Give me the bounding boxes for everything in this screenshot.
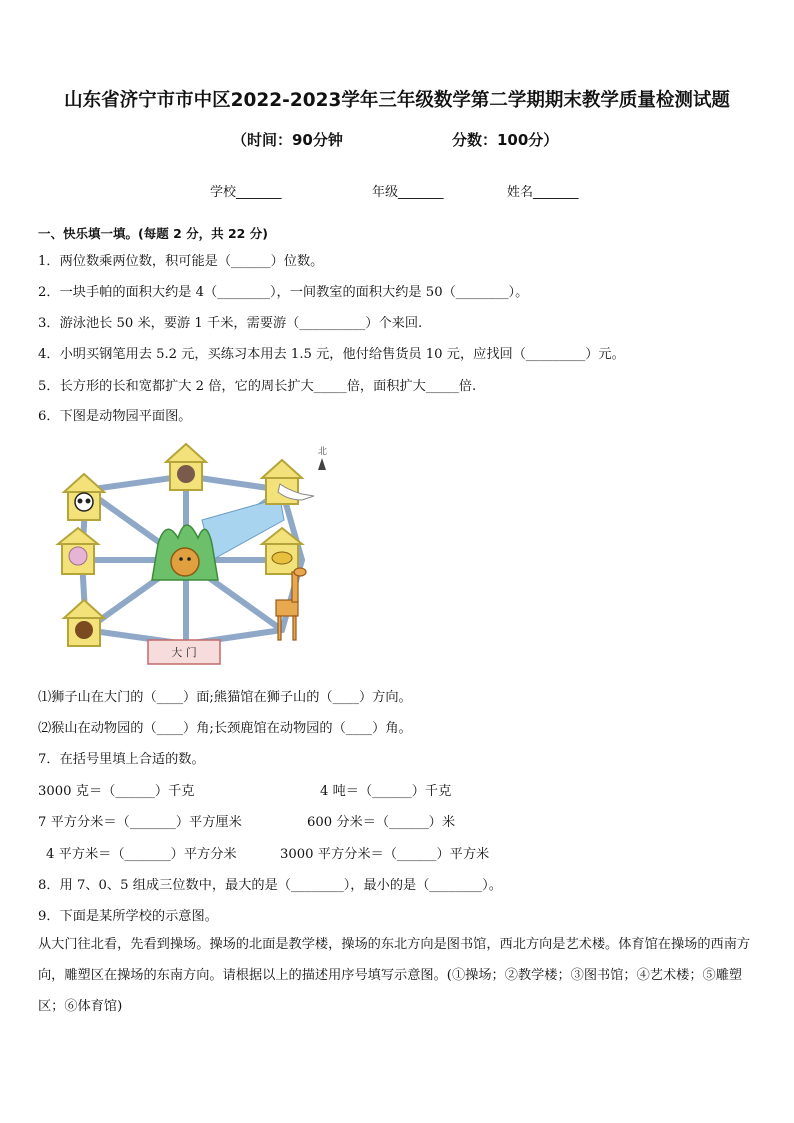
grade-field: 年级_______	[372, 185, 444, 200]
question-4: 4．小明买钢笔用去 5.2 元，买练习本用去 1.5 元，他付给售货员 10 元，应找回（_________）元。	[38, 347, 625, 362]
north-label: 北	[318, 447, 328, 457]
q7-row3-left: 4 平方米＝（_______）平方分米	[46, 847, 237, 862]
q7-row2-right: 600 分米＝（______）米	[307, 815, 456, 830]
question-2: 2．一块手帕的面积大约是 4（________），一间教室的面积大约是 50（________）。	[38, 285, 529, 300]
question-5: 5．长方形的长和宽都扩大 2 倍，它的周长扩大_____倍，面积扩大_____倍.	[38, 379, 477, 394]
house-monkey	[64, 600, 104, 646]
question-6-part-1: ⑴狮子山在大门的（____）面;熊猫馆在狮子山的（____）方向。	[38, 690, 412, 705]
gorilla-icon	[177, 465, 195, 483]
q7-row3-right: 3000 平方分米＝（______）平方米	[280, 847, 490, 862]
fish-icon	[272, 552, 292, 564]
question-8: 8．用 7、0、5 组成三位数中，最大的是（________），最小的是（________）。	[38, 878, 502, 893]
house-bird	[262, 460, 314, 504]
gate-label: 大 门	[171, 646, 197, 659]
question-7: 7．在括号里填上合适的数。	[38, 752, 205, 767]
house-elephant	[58, 528, 98, 574]
question-3: 3．游泳池长 50 米，要游 1 千米，需要游（__________）个来回.	[38, 316, 423, 331]
lion-icon	[171, 548, 199, 576]
monkey-icon	[75, 621, 93, 639]
q7-row2-left: 7 平方分米＝（_______）平方厘米	[38, 815, 242, 830]
panda-icon	[75, 493, 93, 511]
house-gorilla	[166, 444, 206, 490]
house-panda	[64, 474, 104, 520]
exam-time: （时间：90分钟	[232, 131, 343, 149]
question-6: 6．下图是动物园平面图。	[38, 409, 192, 424]
page-title: 山东省济宁市市中区2022-2023学年三年级数学第二学期期末教学质量检测试题	[64, 90, 730, 111]
zoo-map	[52, 440, 332, 672]
question-6-part-2: ⑵猴山在动物园的（____）角;长颈鹿馆在动物园的（____）角。	[38, 721, 412, 736]
school-field: 学校_______	[210, 185, 282, 200]
north-arrow-icon	[318, 458, 326, 470]
section-1-heading: 一、快乐填一填。(每题 2 分，共 22 分)	[38, 226, 268, 241]
q7-row1-left: 3000 克＝（______）千克	[38, 784, 195, 799]
question-1: 1．两位数乘两位数，积可能是（______）位数。	[38, 254, 324, 269]
name-field: 姓名_______	[507, 185, 579, 200]
question-9-description: 从大门往北看，先看到操场。操场的北面是教学楼，操场的东北方向是图书馆，西北方向是艺术楼。体育馆在操场的西南方向，雕塑区在操场的东南方向。请根据以上的描述用序号填写示意图。(①操场；②教学楼；③图书馆；④艺术楼；⑤雕塑区；⑥体育馆)	[38, 937, 751, 1014]
elephant-icon	[69, 547, 87, 565]
question-9: 9．下面是某所学校的示意图。	[38, 909, 218, 924]
q7-row1-right: 4 吨＝（______）千克	[320, 784, 452, 799]
giraffe-icon	[276, 568, 306, 640]
exam-score: 分数：100分）	[452, 131, 559, 149]
